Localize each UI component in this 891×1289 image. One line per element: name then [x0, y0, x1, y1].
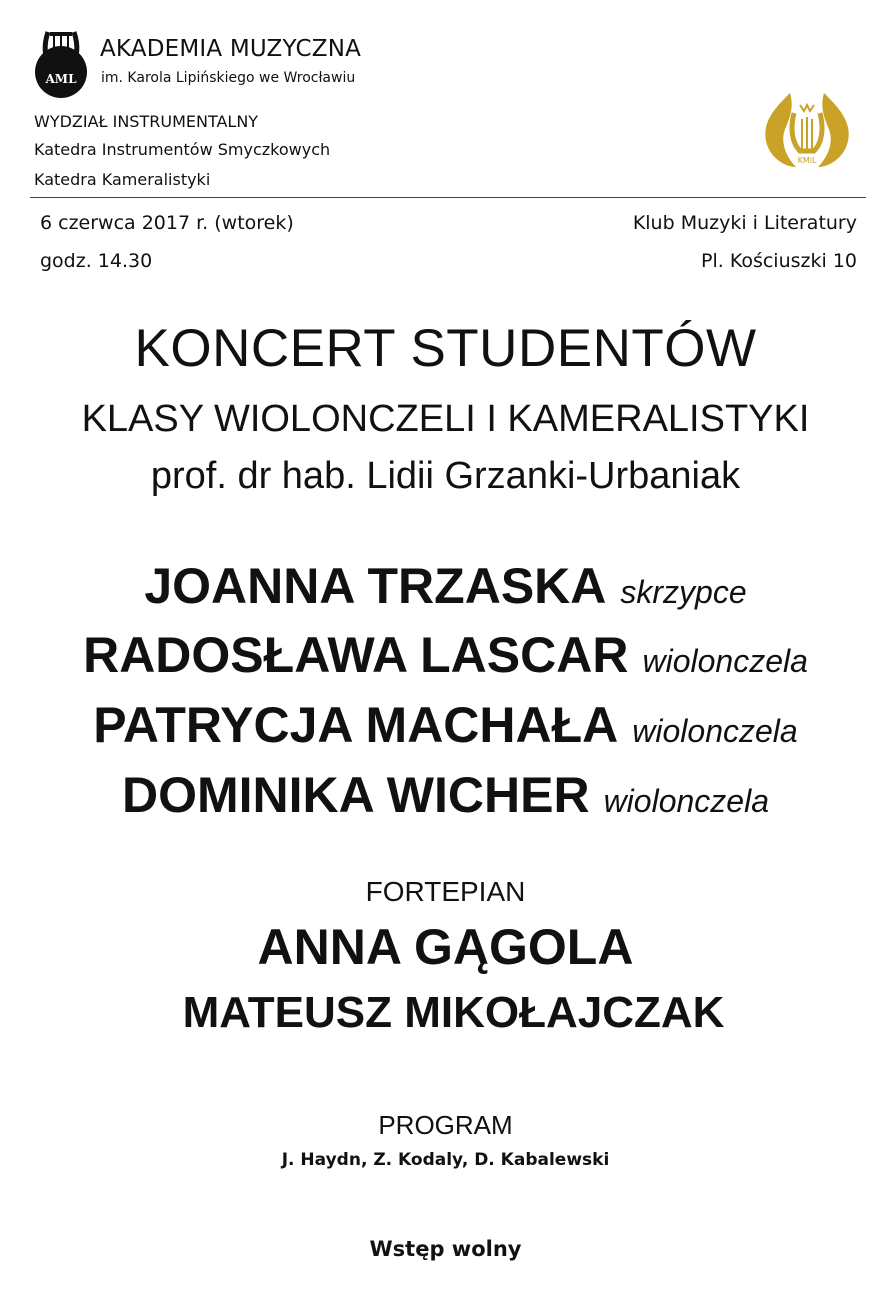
event-date: 6 czerwca 2017 r. (wtorek): [40, 212, 294, 234]
performer-row: [0, 766, 891, 824]
program-composers: J. Haydn, Z. Kodaly, D. Kabalewski: [281, 1150, 610, 1170]
performer-row: [0, 626, 891, 684]
kmil-logo-text: KMiL: [797, 156, 817, 165]
department-strings: Katedra Instrumentów Smyczkowych: [34, 140, 331, 159]
kmil-logo: [760, 83, 854, 175]
header-divider: [30, 197, 866, 198]
performer-name: RADOSŁAWA LASCAR: [83, 627, 629, 683]
admission-note: Wstęp wolny: [369, 1237, 522, 1261]
performer-name: PATRYCJA MACHAŁA: [93, 697, 619, 753]
pianist-name: ANNA GĄGOLA: [257, 919, 634, 975]
academy-subtitle: im. Karola Lipińskiego we Wrocławiu: [101, 70, 356, 86]
performer-name: JOANNA TRZASKA: [144, 558, 607, 614]
concert-class: KLASY WIOLONCZELI I KAMERALISTYKI: [81, 398, 810, 440]
program-label: PROGRAM: [378, 1110, 513, 1140]
performer-instrument: wiolonczela: [603, 783, 769, 819]
lyre-logo-text: AML: [45, 72, 77, 86]
performer-name: DOMINIKA WICHER: [122, 767, 590, 823]
piano-label: FORTEPIAN: [365, 876, 526, 907]
performer-instrument: skrzypce: [620, 574, 747, 610]
faculty-name: WYDZIAŁ INSTRUMENTALNY: [34, 112, 259, 131]
event-time: godz. 14.30: [40, 250, 153, 272]
performer-row: [0, 557, 891, 615]
performer-instrument: wiolonczela: [642, 643, 808, 679]
academy-logo: [30, 26, 92, 100]
event-address: Pl. Kościuszki 10: [701, 250, 857, 272]
department-chamber: Katedra Kameralistyki: [34, 170, 211, 189]
pianist-name: MATEUSZ MIKOŁAJCZAK: [182, 988, 725, 1037]
lyre-logo-icon: [30, 26, 92, 100]
kmil-lyre-flame-logo-icon: [760, 83, 854, 175]
performer-instrument: wiolonczela: [632, 713, 798, 749]
concert-title: KONCERT STUDENTÓW: [134, 319, 757, 378]
performer-row: [0, 696, 891, 754]
event-venue: Klub Muzyki i Literatury: [632, 212, 857, 234]
academy-name: AKADEMIA MUZYCZNA: [100, 36, 362, 62]
concert-professor: prof. dr hab. Lidii Grzanki-Urbaniak: [150, 455, 741, 497]
